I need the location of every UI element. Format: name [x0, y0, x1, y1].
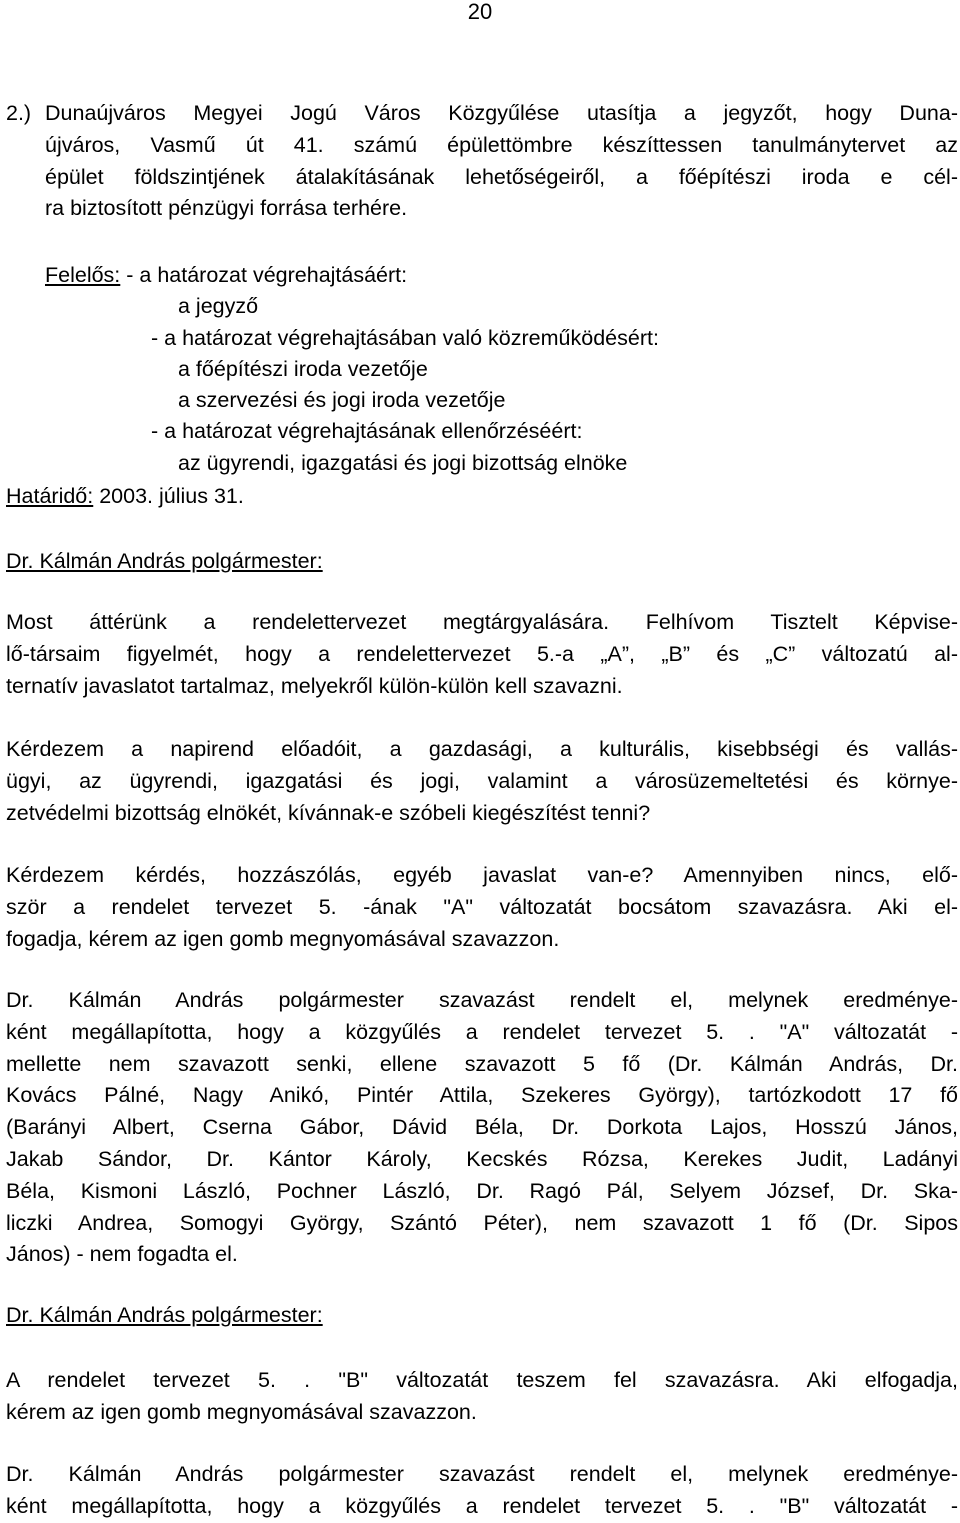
paragraph-line: mellette nem szavazott senki, ellene szavazott 5 fő (Dr. Kálmán András, Dr. — [6, 1051, 958, 1076]
paragraph — [6, 734, 958, 829]
agenda-line: Dunaújváros Megyei Jogú Város Közgyűlése utasítja a jegyzőt, hogy Duna- — [45, 101, 958, 125]
paragraph-line: Kérdezem kérdés, hozzászólás, egyéb javaslat van-e? Amennyiben nincs, elő- — [6, 863, 958, 887]
speaker-heading: Dr. Kálmán András polgármester: — [6, 1303, 323, 1327]
paragraph-line: fogadja, kérem az igen gomb megnyomásával szavazzon. — [6, 926, 560, 951]
agenda-line: ra biztosított pénzügyi forrása terhére. — [45, 196, 408, 221]
responsible-label: Felelős: — [45, 263, 121, 287]
page-number: 20 — [467, 0, 493, 24]
paragraph-line: liczki Andrea, Somogyi György, Szántó Péter), nem szavazott 1 fő (Dr. Sipos — [6, 1210, 958, 1235]
paragraph — [6, 860, 958, 955]
paragraph-line: Dr. Kálmán András polgármester szavazást rendelt el, melynek eredménye- — [6, 988, 958, 1012]
responsible-section — [45, 260, 659, 479]
paragraph-line: ször a rendelet tervezet 5. -ának "A" változatát bocsátom szavazásra. Aki el- — [6, 894, 958, 919]
paragraph — [6, 1365, 958, 1429]
paragraph-line: Béla, Kismoni László, Pochner László, Dr. Ragó Pál, Selyem József, Dr. Ska- — [6, 1178, 958, 1203]
paragraph-line: zetvédelmi bizottság elnökét, kívánnak-e szóbeli kiegészítést tenni? — [6, 800, 651, 825]
agenda-line: újváros, Vasmű út 41. számú épülettömbre készíttessen tanulmánytervet az — [45, 132, 958, 157]
deadline-label: Határidő: — [6, 484, 94, 508]
paragraph-line: kérem az igen gomb megnyomásával szavazzon. — [6, 1399, 477, 1424]
agenda-line: épület földszintjének átalakításának lehetőségeiről, a főépítészi iroda e cél- — [45, 164, 958, 189]
paragraph-line: Dr. Kálmán András polgármester szavazást rendelt el, melynek eredménye- — [6, 1462, 958, 1486]
speaker-heading: Dr. Kálmán András polgármester: — [6, 549, 323, 573]
paragraph-line: ügyi, az ügyrendi, igazgatási és jogi, valamint a városüzemeltetési és környe- — [6, 768, 958, 793]
deadline-value: 2003. július 31. — [93, 484, 244, 508]
paragraph — [6, 1459, 958, 1523]
paragraph-line: ként megállapította, hogy a közgyűlés a rendelet tervezet 5. . "B" változatát - — [6, 1493, 958, 1518]
paragraph-line: ternatív javaslatot tartalmaz, melyekről külön-külön kell szavazni. — [6, 673, 623, 698]
paragraph-line: Kovács Pálné, Nagy Anikó, Pintér Attila, Szekeres György), tartózkodott 17 fő — [6, 1083, 958, 1108]
paragraph — [6, 985, 958, 1271]
paragraph-line: Jakab Sándor, Dr. Kántor Károly, Kecskés Rózsa, Kerekes Judit, Ladányi — [6, 1146, 958, 1171]
responsible-row: a jegyző — [178, 294, 259, 319]
responsible-row: a szervezési és jogi iroda vezetője — [178, 388, 506, 413]
paragraph-line: Most áttérünk a rendelettervezet megtárgyalására. Felhívom Tisztelt Képvise- — [6, 610, 958, 634]
paragraph — [6, 607, 958, 702]
paragraph-line: lő-társaim figyelmét, hogy a rendelettervezet 5.-a „A”, „B” és „C” változatú al- — [6, 641, 958, 666]
paragraph-line: ként megállapította, hogy a közgyűlés a rendelet tervezet 5. . "A" változatát - — [6, 1019, 958, 1044]
agenda-item-text — [45, 98, 958, 225]
responsible-row: a főépítészi iroda vezetője — [178, 356, 428, 381]
paragraph-line: Kérdezem a napirend előadóit, a gazdasági, a kulturális, kisebbségi és vallás- — [6, 737, 958, 761]
responsible-row: - a határozat végrehajtásában való közreműködésért: — [151, 325, 659, 350]
responsible-row: - a határozat végrehajtásának ellenőrzéséért: — [151, 419, 583, 444]
agenda-item-number: 2.) — [6, 101, 32, 125]
paragraph-line: A rendelet tervezet 5. . "B" változatát teszem fel szavazásra. Aki elfogadja, — [6, 1368, 958, 1392]
responsible-row — [45, 260, 659, 291]
paragraph-line: (Barányi Albert, Cserna Gábor, Dávid Béla, Dr. Dorkota Lajos, Hosszú János, — [6, 1115, 958, 1140]
deadline — [6, 481, 244, 512]
paragraph-line: János) - nem fogadta el. — [6, 1242, 238, 1267]
responsible-item: - a határozat végrehajtásáért: — [120, 263, 408, 287]
responsible-row: az ügyrendi, igazgatási és jogi bizottság elnöke — [178, 450, 628, 475]
